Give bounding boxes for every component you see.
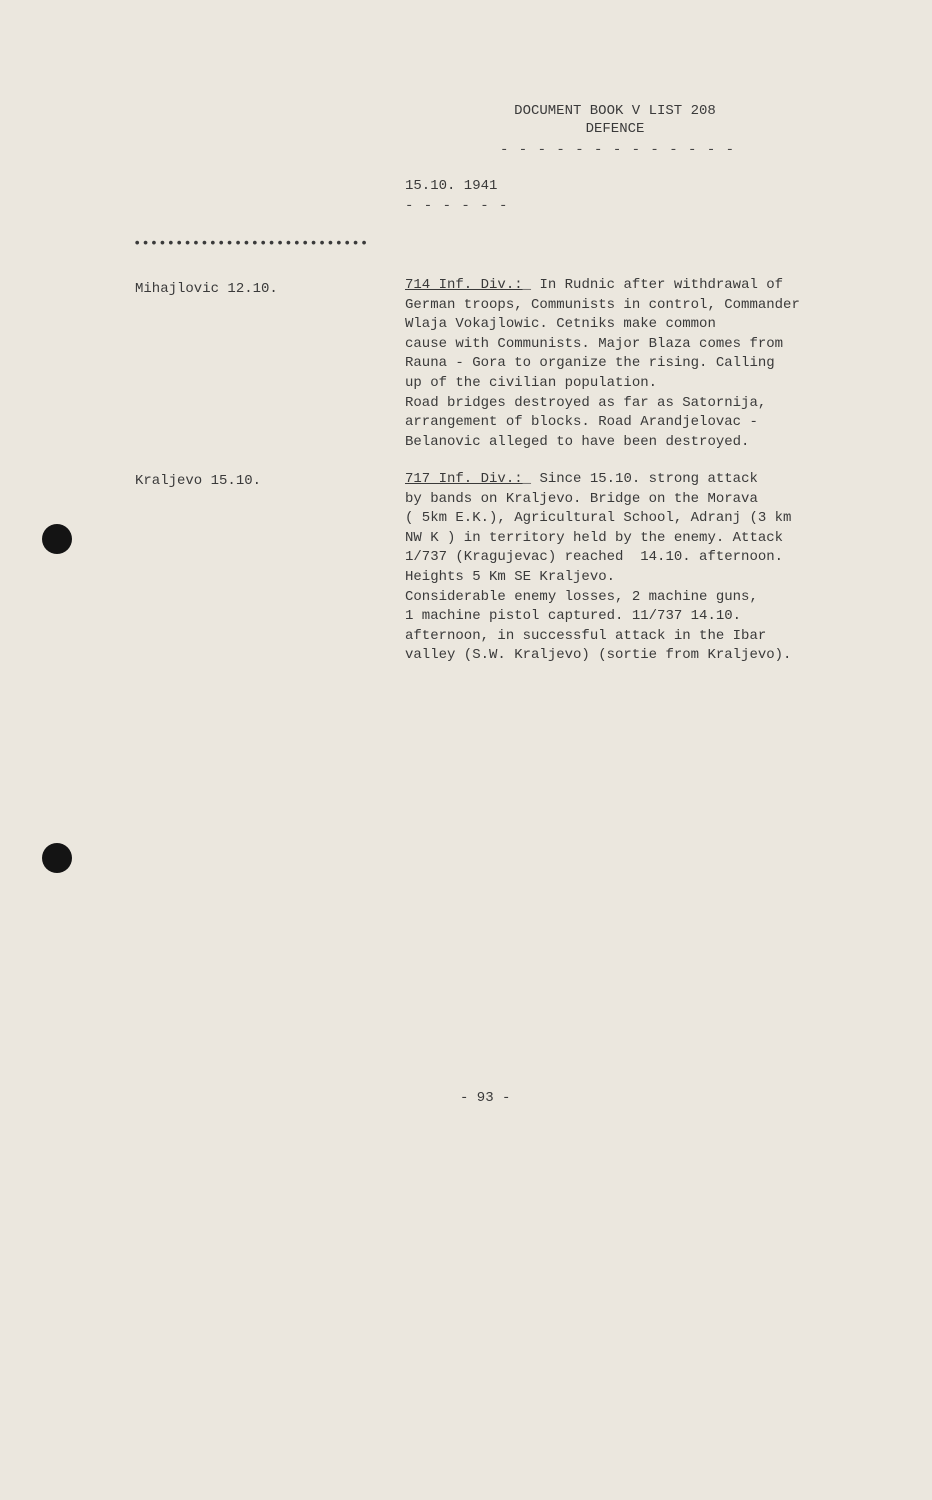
entry-body: 717 Inf. Div.:_ Since 15.10. strong attack by bands on Kraljevo. Bridge on the Morava ( 5km E.K.), Agricultural School, Adranj (3 km NW K ) in territory held by the enemy. Attack 1/737 (Kragujevac) reached 14.10. afternoon. Heights 5 Km SE Kraljevo. Considerable enemy losses, 2 machine guns, 1 machine pistol captured. 11/737 14.10. afternoon, in successful attack in the Ibar valley (S.W. Kraljevo) (sortie from Kraljevo). [405, 471, 792, 664]
entry-line: afternoon, in successful attack in the Ibar [405, 627, 767, 644]
header-subtitle: DEFENCE [585, 121, 645, 137]
header-rule: - - - - - - - - - - - - - [500, 142, 736, 158]
entry-line: cause with Communists. Major Blaza comes from [405, 335, 784, 352]
entry-line: Belanovic alleged to have been destroyed. [405, 433, 750, 450]
entry-line: by bands on Kraljevo. Bridge on the Morava [405, 490, 758, 507]
document-header [480, 102, 750, 138]
entry-line: Considerable enemy losses, 2 machine guns, [405, 588, 758, 605]
unit-name: 714 Inf. Div.: [405, 277, 523, 293]
entry-label: Mihajlovic 12.10. [135, 281, 278, 297]
entry-line: German troops, Communists in control, Commander [405, 296, 800, 313]
punch-hole [42, 843, 72, 873]
page-number: - 93 - [460, 1090, 511, 1106]
entry-line: valley (S.W. Kraljevo) (sortie from Kraljevo). [405, 647, 792, 664]
document-date: 15.10. 1941 [405, 178, 498, 194]
entry-line: NW K ) in territory held by the enemy. Attack [405, 529, 784, 546]
unit-name: 717 Inf. Div.: [405, 471, 523, 487]
entry-body: 714 Inf. Div.:_ In Rudnic after withdrawal of German troops, Communists in control, Commander Wlaja Vokajlowic. Cetniks make common cause with Communists. Major Blaza comes from Rauna - Gora to organize the rising. Calling up of the civilian population. Road bridges destroyed as far as Satornija, arrangement of blocks. Road Arandjelovac - Belanovic alleged to have been destroyed. [405, 277, 800, 450]
entry-line: Heights 5 Km SE Kraljevo. [405, 568, 616, 585]
entry-line: ( 5km E.K.), Agricultural School, Adranj (3 km [405, 510, 792, 527]
entry-line: up of the civilian population. [405, 374, 658, 391]
entry-line: 1/737 (Kragujevac) reached 14.10. afternoon. [405, 549, 784, 566]
entry-line: Road bridges destroyed as far as Satornija, [405, 394, 767, 411]
date-rule: - - - - - - [405, 198, 509, 214]
entry-line: Wlaja Vokajlowic. Cetniks make common [405, 316, 716, 333]
entry-label: Kraljevo 15.10. [135, 473, 262, 489]
entry-line: 1 machine pistol captured. 11/737 14.10. [405, 608, 742, 625]
entry-line: Since 15.10. strong attack [539, 471, 758, 487]
entry-line: In Rudnic after withdrawal of [539, 277, 784, 293]
dotted-separator: •••••••••••••••••••••••••••• [133, 236, 369, 252]
entry-line: arrangement of blocks. Road Arandjelovac - [405, 414, 758, 431]
header-title: DOCUMENT BOOK V LIST 208 [514, 103, 716, 119]
entry-line: Rauna - Gora to organize the rising. Calling [405, 355, 775, 372]
punch-hole [42, 524, 72, 554]
